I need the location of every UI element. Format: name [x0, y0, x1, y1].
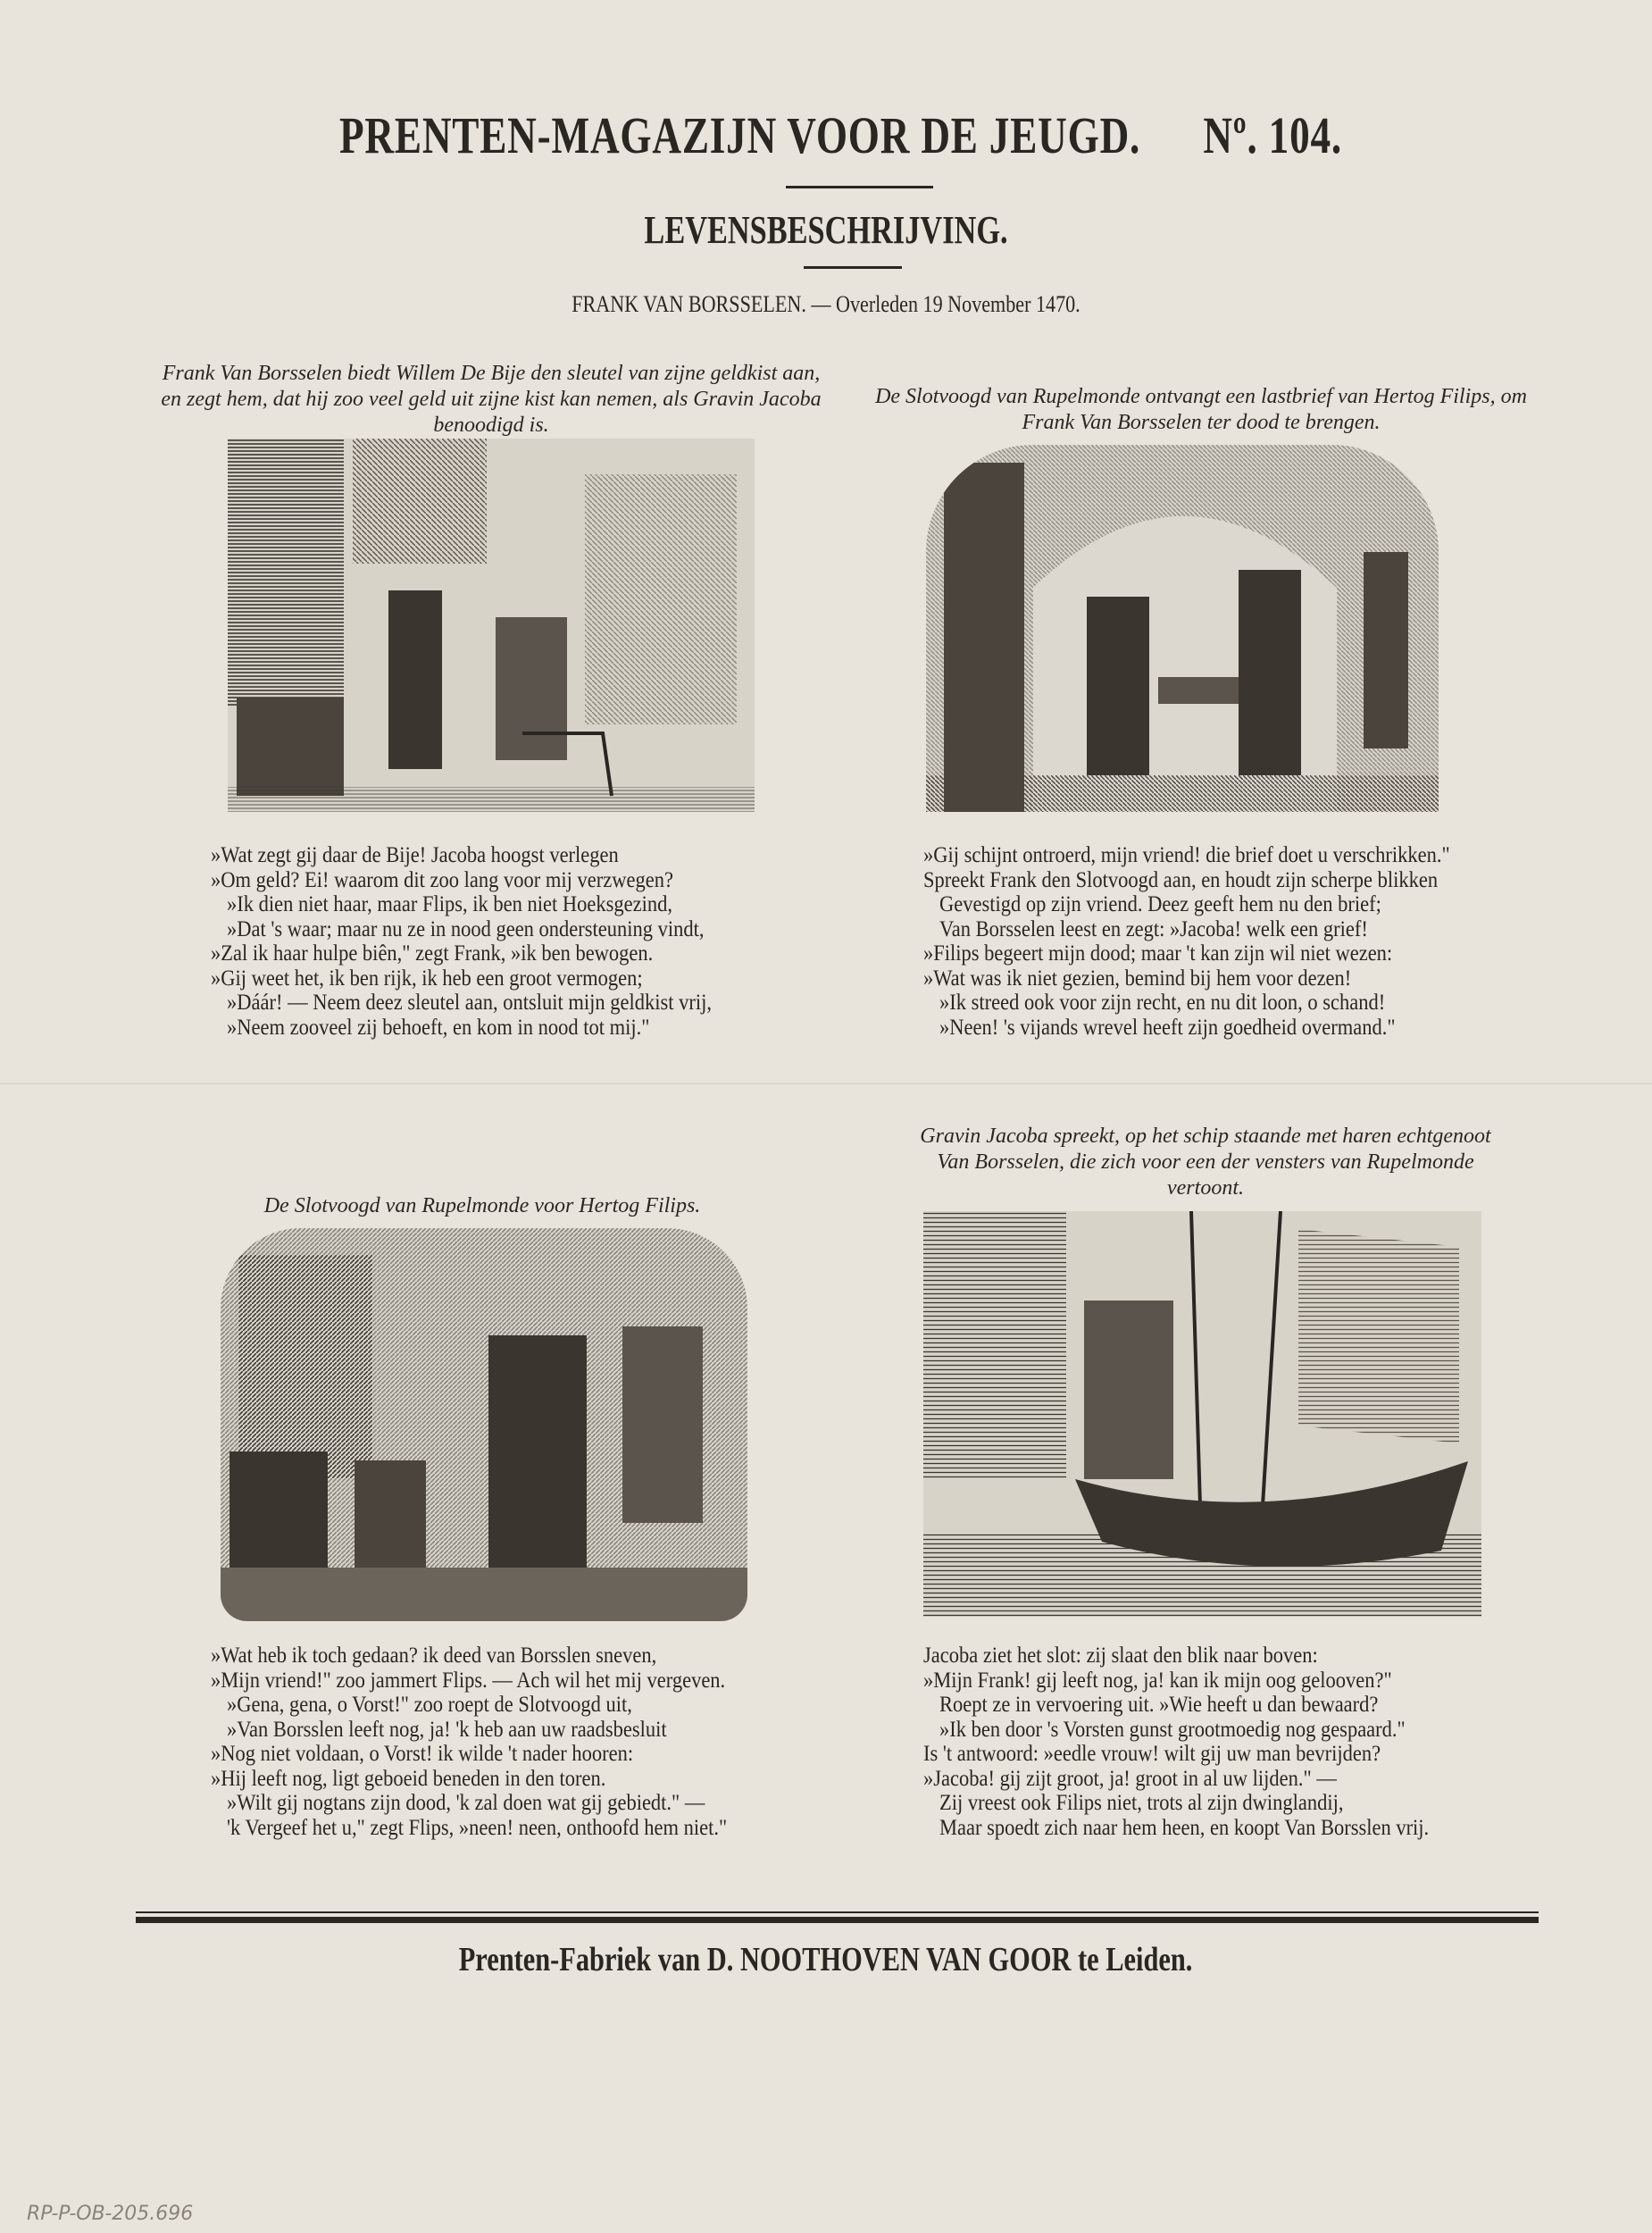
- verse-panel-4: Jacoba ziet het slot: zij slaat den blik naar boven: »Mijn Frank! gij leeft nog, ja! kan ik mijn oog gelooven?" Roept ze in vervoering uit. »Wie heeft u dan bewaard? »Ik ben door 's Vorsten gunst grootmoedig nog gespaard." Is 't antwoord: »eedle vrouw! wilt gij uw man bevrijden? »Jacoba! gij zijt groot, ja! groot in al uw lijden." — Zij vreest ook Filips niet, trots al zijn dwinglandij, Maar spoedt zich naar hem heen, en koopt Van Borsslen vrij.: [923, 1643, 1430, 1840]
- divider: [786, 186, 933, 188]
- divider: [804, 266, 902, 269]
- footer-rule-thin: [136, 1911, 1539, 1913]
- publisher-imprint: Prenten-Fabriek van D. NOOTHOVEN VAN GOOR te Leiden.: [459, 1941, 1193, 1978]
- caption-panel-4: Gravin Jacoba spreekt, op het schip staande met haren echtgenoot Van Borsselen, die zich voor een der vensters van Rupelmonde vertoont.: [920, 1125, 1491, 1200]
- verse-panel-3: »Wat heb ik toch gedaan? ik deed van Borsslen sneven, »Mijn vriend!" zoo jammert Flips. — Ach wil het mij vergeven. »Gena, gena, o Vorst!" zoo roept de Slotvoogd uit, »Van Borsslen leeft nog, ja! 'k heb aan uw raadsbesluit »Nog niet voldaan, o Vorst! ik wilde 't nader hooren: »Hij leeft nog, ligt geboeid beneden in den toren. »Wilt gij nogtans zijn dood, 'k zal doen wat gij gebiedt." — 'k Vergeef het u," zegt Flips, »neen! neen, onthoofd hem niet.": [211, 1643, 728, 1840]
- caption-panel-2: De Slotvoogd van Rupelmonde ontvangt een lastbrief van Hertog Filips, om Frank Van Borsselen ter dood te brengen.: [875, 385, 1527, 434]
- magazine-title: PRENTEN-MAGAZIJN VOOR DE JEUGD.: [339, 106, 1141, 164]
- paper-fold: [0, 1083, 1652, 1084]
- page-title: [339, 105, 1342, 168]
- illustration-before-duke: [221, 1228, 747, 1621]
- illustration-treasure-chest: [228, 439, 755, 812]
- illustration-ship-at-castle: [923, 1211, 1481, 1617]
- subject-line: FRANK VAN BORSSELEN. — Overleden 19 November 1470.: [572, 291, 1080, 317]
- caption-panel-3: De Slotvoogd van Rupelmonde voor Hertog Filips.: [263, 1194, 701, 1217]
- footer-rule-thick: [136, 1917, 1539, 1923]
- verse-panel-1: »Wat zegt gij daar de Bije! Jacoba hoogst verlegen »Om geld? Ei! waarom dit zoo lang voor mij verzwegen? »Ik dien niet haar, maar Flips, ik ben niet Hoeksgezind, »Dat 's waar; maar nu ze in nood geen ondersteuning vindt, »Zal ik haar hulpe biên," zegt Frank, »ik ben bewogen. »Gij weet het, ik ben rijk, ik heb een groot vermogen; »Dáár! — Neem deez sleutel aan, ontsluit mijn geldkist vrij, »Neem zooveel zij behoeft, en kom in nood tot mij.": [211, 843, 712, 1040]
- illustration-warrant-letter: [926, 445, 1439, 812]
- section-heading: LEVENSBESCHRIJVING.: [644, 208, 1008, 252]
- caption-panel-1: Frank Van Borsselen biedt Willem De Bije den sleutel van zijne geldkist aan, en zegt hem, dat hij zoo veel geld uit zijne kist kan nemen, als Gravin Jacoba benoodigd is.: [161, 362, 822, 437]
- archive-mark: RP-P-OB-205.696: [27, 2203, 194, 2225]
- issue-number: Nº. 104.: [1203, 106, 1342, 164]
- verse-panel-2: »Gij schijnt ontroerd, mijn vriend! die brief doet u verschrikken." Spreekt Frank den Slotvoogd aan, en houdt zijn scherpe blikken Gevestigd op zijn vriend. Deez geeft hem nu den brief; Van Borsselen leest en zegt: »Jacoba! welk een grief! »Filips begeert mijn dood; maar 't kan zijn wil niet wezen: »Wat was ik niet gezien, bemind bij hem voor dezen! »Ik streed ook voor zijn recht, en nu dit loon, o schand! »Neen! 's vijands wrevel heeft zijn goedheid overmand.": [923, 843, 1450, 1040]
